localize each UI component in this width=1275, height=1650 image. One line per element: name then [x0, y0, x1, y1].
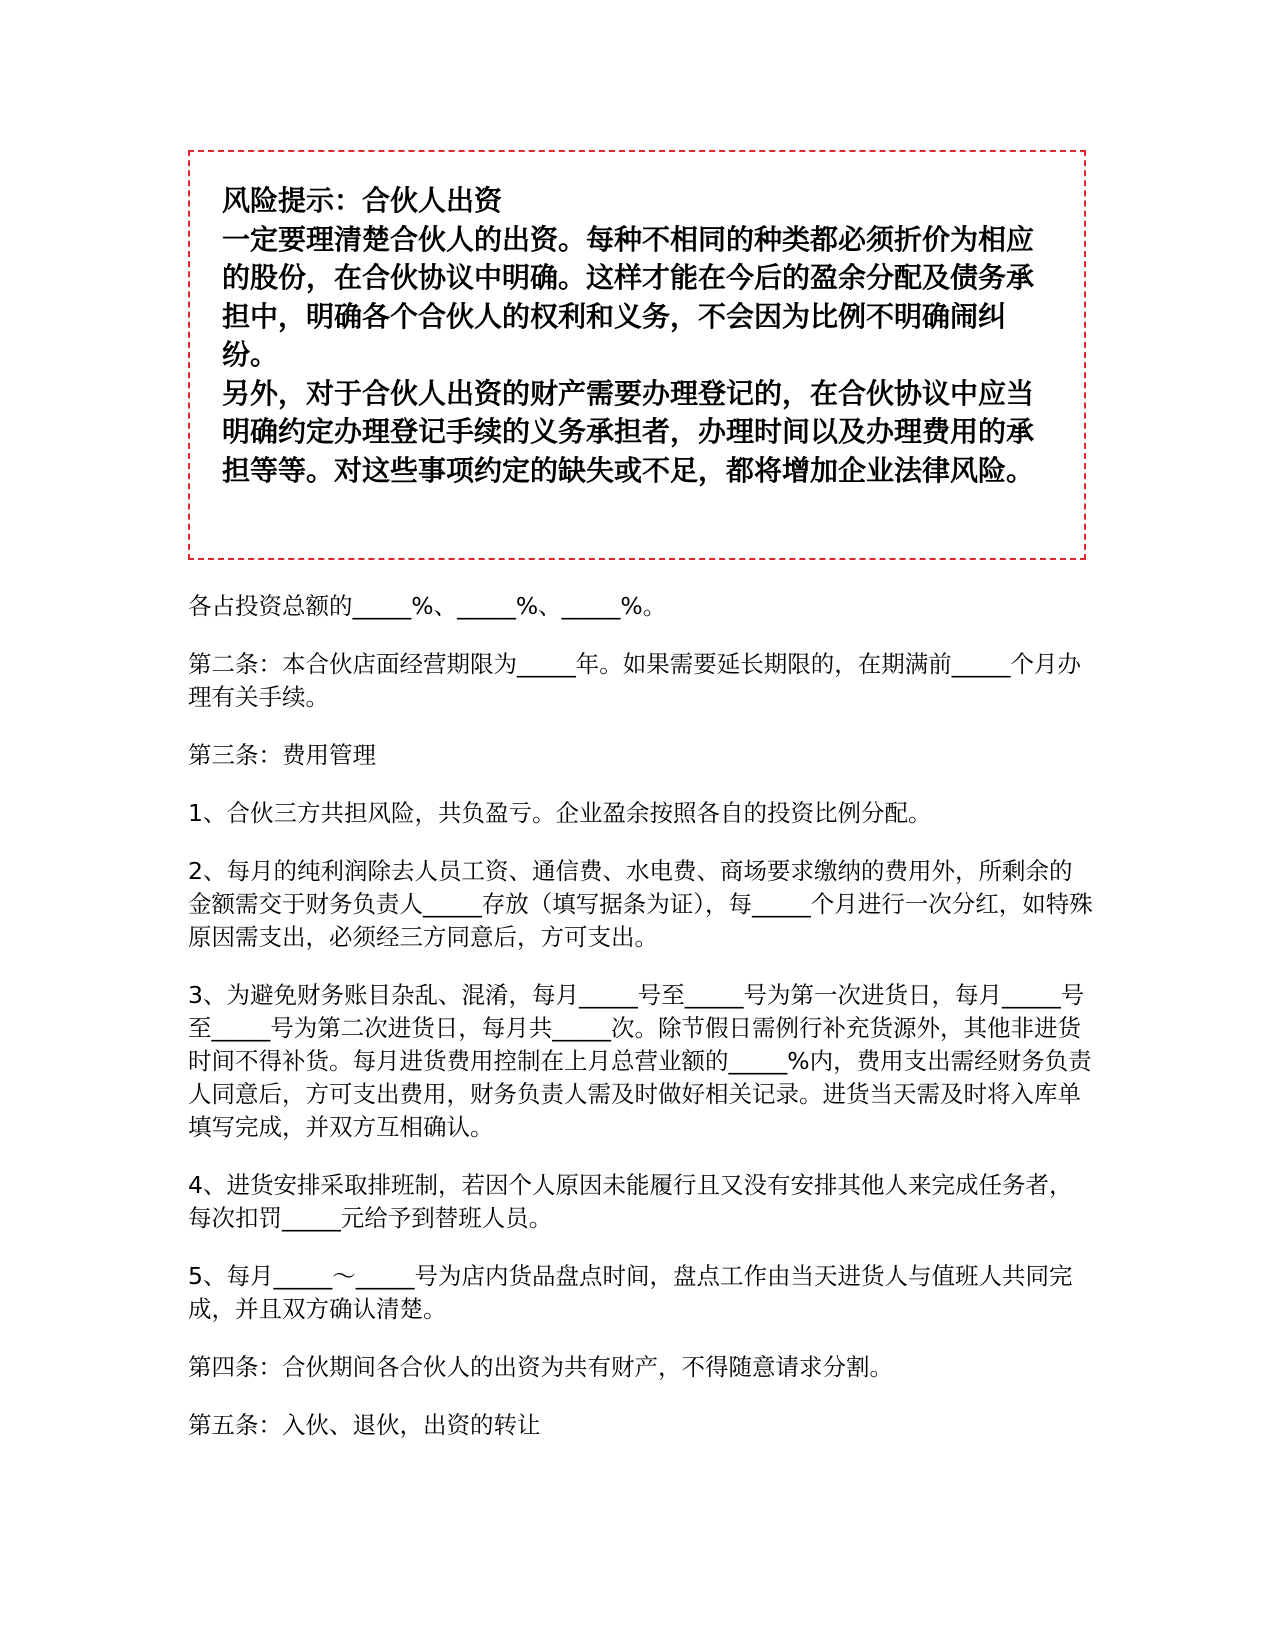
risk-notice-paragraph: 一定要理清楚合伙人的出资。每种不相同的种类都必须折价为相应的股份，在合伙协议中明确。这样才能在今后的盈余分配及债务承担中，明确各个合伙人的权利和义务，不会因为比例不明确闹纠纷。 — [222, 222, 1035, 371]
article-five-heading: 第五条：入伙、退伙，出资的转让 — [188, 1411, 541, 1439]
agreement-body — [188, 590, 1093, 1467]
clause-5: 5、每月_____～_____号为店内货品盘点时间，盘点工作由当天进货人与值班人共同完成，并且双方确认清楚。 — [188, 1262, 1073, 1323]
risk-notice-title: 风险提示：合伙人出资 — [222, 184, 503, 217]
risk-notice-box — [188, 150, 1086, 560]
article-four: 第四条：合伙期间各合伙人的出资为共有财产，不得随意请求分割。 — [188, 1353, 893, 1381]
clause-3: 3、为避免财务账目杂乱、混淆，每月_____号至_____号为第一次进货日，每月_____号至_____号为第二次进货日，每月共_____次。除节假日需例行补充货源外，其他非进货时间不得补货。每月进货费用控制在上月总营业额的_____%内，费用支出需经财务负责人同意后，方可支出费用，财务负责人需及时做好相关记录。进货当天需及时将入库单填写完成，并双方互相确认。 — [188, 981, 1092, 1141]
risk-notice-paragraph: 另外，对于合伙人出资的财产需要办理登记的，在合伙协议中应当明确约定办理登记手续的义务承担者，办理时间以及办理费用的承担等等。对这些事项约定的缺失或不足，都将增加企业法律风险。 — [222, 376, 1035, 487]
article-two: 第二条：本合伙店面经营期限为_____年。如果需要延长期限的，在期满前_____个月办理有关手续。 — [188, 650, 1081, 711]
investment-share-paragraph: 各占投资总额的_____%、_____%、_____%。 — [188, 592, 667, 620]
clause-1: 1、合伙三方共担风险，共负盈亏。企业盈余按照各自的投资比例分配。 — [188, 799, 932, 827]
clause-2: 2、每月的纯利润除去人员工资、通信费、水电费、商场要求缴纳的费用外，所剩余的金额需交于财务负责人_____存放（填写据条为证），每_____个月进行一次分红，如特殊原因需支出，必须经三方同意后，方可支出。 — [188, 857, 1093, 951]
clause-4: 4、进货安排采取排班制，若因个人原因未能履行且又没有安排其他人来完成任务者，每次扣罚_____元给予到替班人员。 — [188, 1171, 1073, 1232]
article-three-heading: 第三条：费用管理 — [188, 741, 376, 769]
